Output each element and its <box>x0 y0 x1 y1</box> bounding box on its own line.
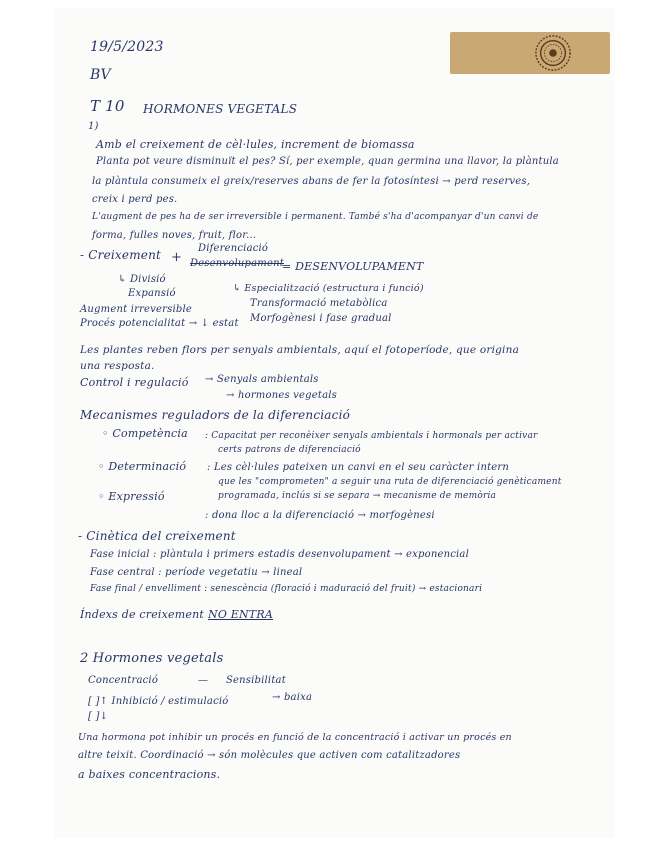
equation-diff-struck: Desenvolupament <box>190 258 284 269</box>
text-line: la plàntula consumeix el greix/reserves abans de fer la fotosíntesi → perd reserves, <box>92 176 531 187</box>
text-line: Planta pot veure disminuït el pes? Sí, per exemple, quan germina una llavor, la plàntula <box>96 156 559 167</box>
arrow-line: [ ]↓ <box>88 711 109 722</box>
competencia-text: : Capacitat per reconèixer senyals ambientals i hormonals per activar <box>205 431 538 441</box>
note-right: ↳ Especialització (estructura i funció) <box>233 283 424 294</box>
determinacio-text: programada, inclús si se separa → mecanisme de memòria <box>218 491 497 501</box>
note-left: Expansió <box>128 288 176 299</box>
expressio-label: ◦ Expressió <box>98 490 165 503</box>
concentration-dash: — <box>198 675 209 686</box>
index-tail: NO ENTRA <box>208 608 273 621</box>
phase-line: Fase central : període vegetatiu → lineal <box>90 567 303 578</box>
note-left: Procés potencialitat → ↓ estat <box>80 318 239 329</box>
equation-prefix: - Creixement <box>80 248 162 262</box>
kinetics-title: - Cinètica del creixement <box>78 529 236 543</box>
text-line: Amb el creixement de cèl·lules, increment de biomassa <box>96 138 415 151</box>
page-title: HORMONES VEGETALS <box>143 102 298 116</box>
note-right: Morfogènesi i fase gradual <box>250 313 392 324</box>
index-label: Índexs de creixement <box>80 608 204 621</box>
phase-line: Fase inicial : plàntula i primers estadis desenvolupament → exponencial <box>90 549 469 560</box>
line-tail: → baixa <box>272 692 313 703</box>
phase-line: Fase final / envelliment : senescència (floració i maduració del fruit) → estacionari <box>90 584 483 594</box>
inhibition-line: [ ]↑ Inhibició / estimulació <box>88 696 229 707</box>
sensitivity-label: Sensibilitat <box>226 675 286 686</box>
note-left: Augment irreversible <box>80 304 192 315</box>
competencia-label: ◦ Competència <box>102 427 188 440</box>
section-title: 2 Hormones vegetals <box>80 651 224 666</box>
determinacio-text: : Les cèl·lules pateixen un canvi en el seu caràcter intern <box>207 462 510 473</box>
determinacio-label: ◦ Determinació <box>98 460 187 473</box>
competencia-text: certs patrons de diferenciació <box>218 445 361 455</box>
notebook-page <box>55 8 615 838</box>
equation-result: = DESENVOLUPAMENT <box>282 260 424 273</box>
mandala-icon <box>534 34 572 72</box>
text-line: una resposta. <box>80 360 155 372</box>
concentration-label: Concentració <box>88 675 159 686</box>
initials: BV <box>90 67 111 83</box>
determinacio-text: que les "comprometen" a seguir una ruta de diferenciació genèticament <box>218 477 562 487</box>
text-line: a baixes concentracions. <box>78 768 221 781</box>
control-item: → hormones vegetals <box>226 390 337 401</box>
equation-plus: + <box>171 250 183 265</box>
text-line: forma, fulles noves, fruit, flor... <box>92 230 257 241</box>
page-title-number: T 10 <box>90 97 125 115</box>
note-right: Transformació metabòlica <box>250 298 388 309</box>
text-line: Una hormona pot inhibir un procés en funció de la concentració i activar un procés en <box>78 732 512 743</box>
equation-diff-top: Diferenciació <box>198 243 269 254</box>
expressio-text: : dona lloc a la diferenciació → morfogènesi <box>205 510 435 521</box>
text-line: creix i perd pes. <box>92 194 178 205</box>
control-item: → Senyals ambientals <box>205 374 319 385</box>
text-line: altre teixit. Coordinació → són molècules que activen com catalitzadores <box>78 750 461 761</box>
note-left: ↳ Divisió <box>118 274 166 285</box>
text-line: L'augment de pes ha de ser irreversible i permanent. També s'ha d'acompanyar d'un canvi de <box>92 212 539 222</box>
mechanisms-title: Mecanismes reguladors de la diferenciació <box>80 408 351 422</box>
control-label: Control i regulació <box>80 376 189 389</box>
section-marker: 1) <box>88 121 99 132</box>
text-line: Les plantes reben flors per senyals ambientals, aquí el fotoperíode, que origina <box>80 344 520 356</box>
tape-strip <box>450 32 610 74</box>
date: 19/5/2023 <box>90 39 164 55</box>
